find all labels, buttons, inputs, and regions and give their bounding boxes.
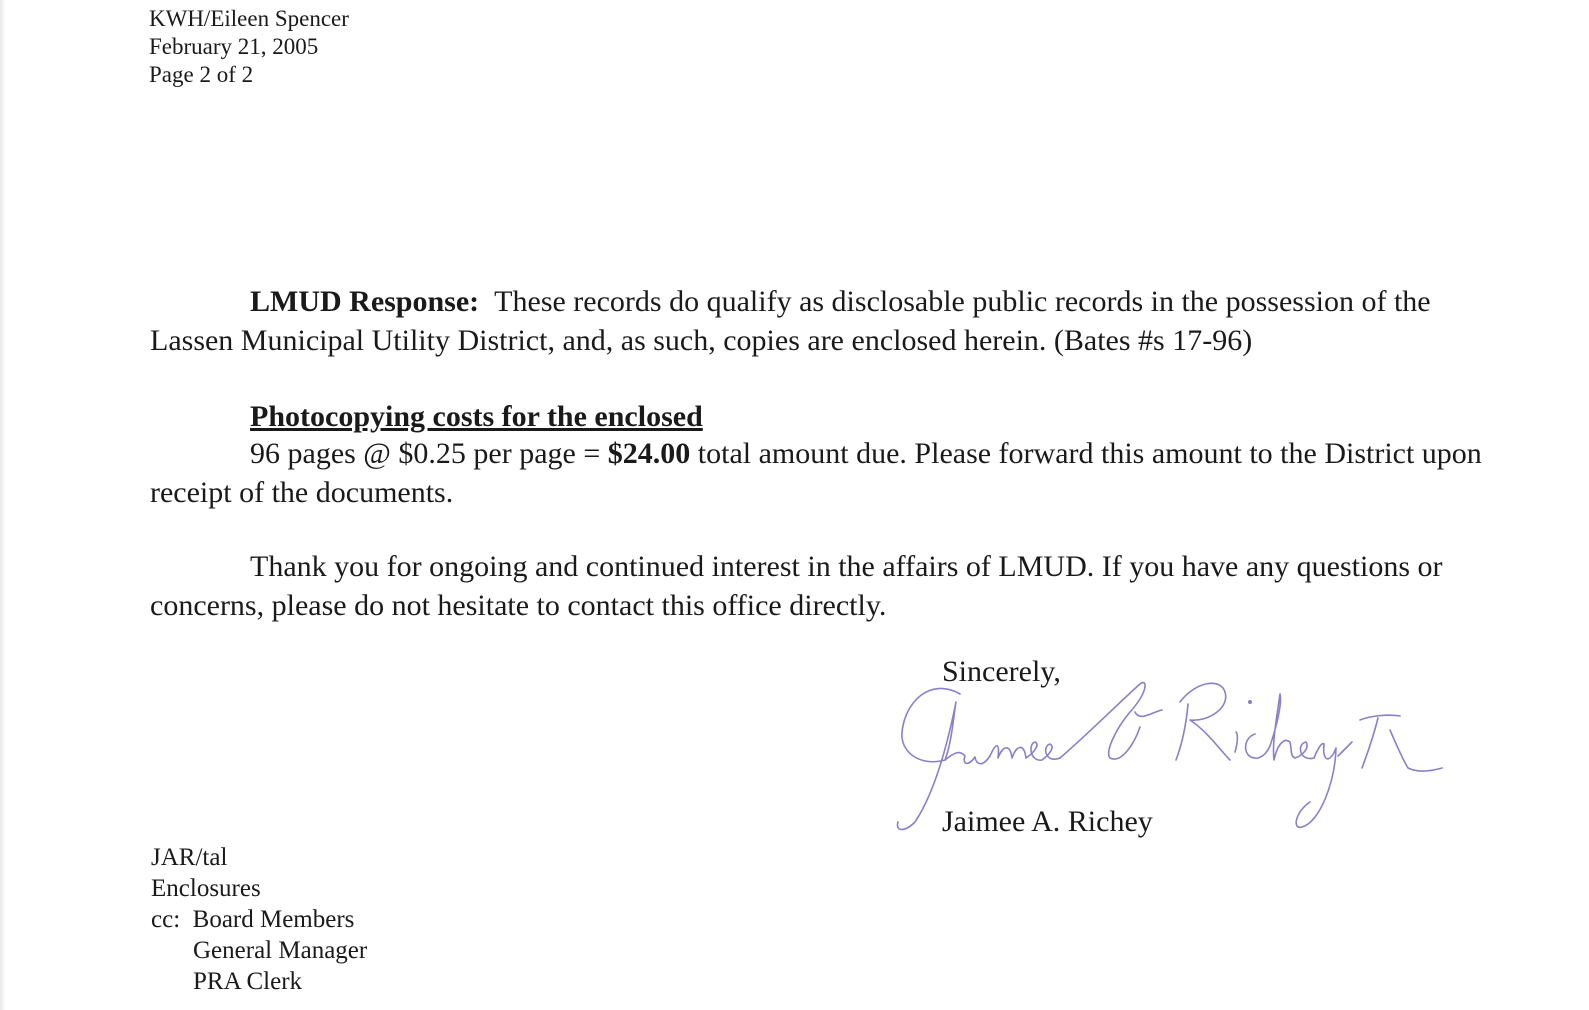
thanks-line2: concerns, please do not hesitate to contact this office directly. [150, 589, 887, 622]
letter-header [149, 5, 349, 89]
signer-name: Jaimee A. Richey [942, 805, 1153, 838]
amount-due: $24.00 [607, 437, 691, 470]
response-text-line2: Lassen Municipal Utility District, and, as such, copies are enclosed herein. (Bates #s 17-96) [150, 324, 1253, 357]
header-recipient: KWH/Eileen Spencer [149, 6, 349, 31]
header-date: February 21, 2005 [149, 34, 319, 59]
cc-label: cc: [151, 906, 181, 933]
cc-recipient: PRA Clerk [193, 968, 303, 995]
thanks-paragraph [150, 547, 1580, 625]
header-page-number: Page 2 of 2 [149, 62, 254, 87]
photocopy-heading-block [150, 397, 1580, 436]
thanks-line1: Thank you for ongoing and continued interest in the affairs of LMUD. If you have any questions or [250, 550, 1443, 583]
cc-recipient: General Manager [193, 937, 368, 964]
closing-salutation: Sincerely, [942, 655, 1061, 688]
lmud-response-paragraph [150, 282, 1580, 360]
scan-edge [0, 0, 6, 1010]
reference-initials: JAR/tal [151, 844, 228, 871]
cc-line [151, 904, 367, 935]
photocopy-heading: Photocopying costs for the enclosed [250, 400, 703, 433]
photocopy-line1-pre: 96 pages @ $0.25 per page = [250, 437, 608, 470]
enclosures-note: Enclosures [151, 875, 261, 902]
letter-footer [151, 842, 367, 997]
response-label: LMUD Response: [250, 285, 480, 318]
response-text-line1: These records do qualify as disclosable public records in the possession of the [494, 285, 1431, 318]
photocopy-cost-paragraph [150, 434, 1580, 512]
cc-recipient: Board Members [192, 906, 355, 933]
photocopy-line2: receipt of the documents. [150, 476, 454, 509]
photocopy-line1-post: total amount due. Please forward this amount to the District upon [690, 437, 1482, 470]
